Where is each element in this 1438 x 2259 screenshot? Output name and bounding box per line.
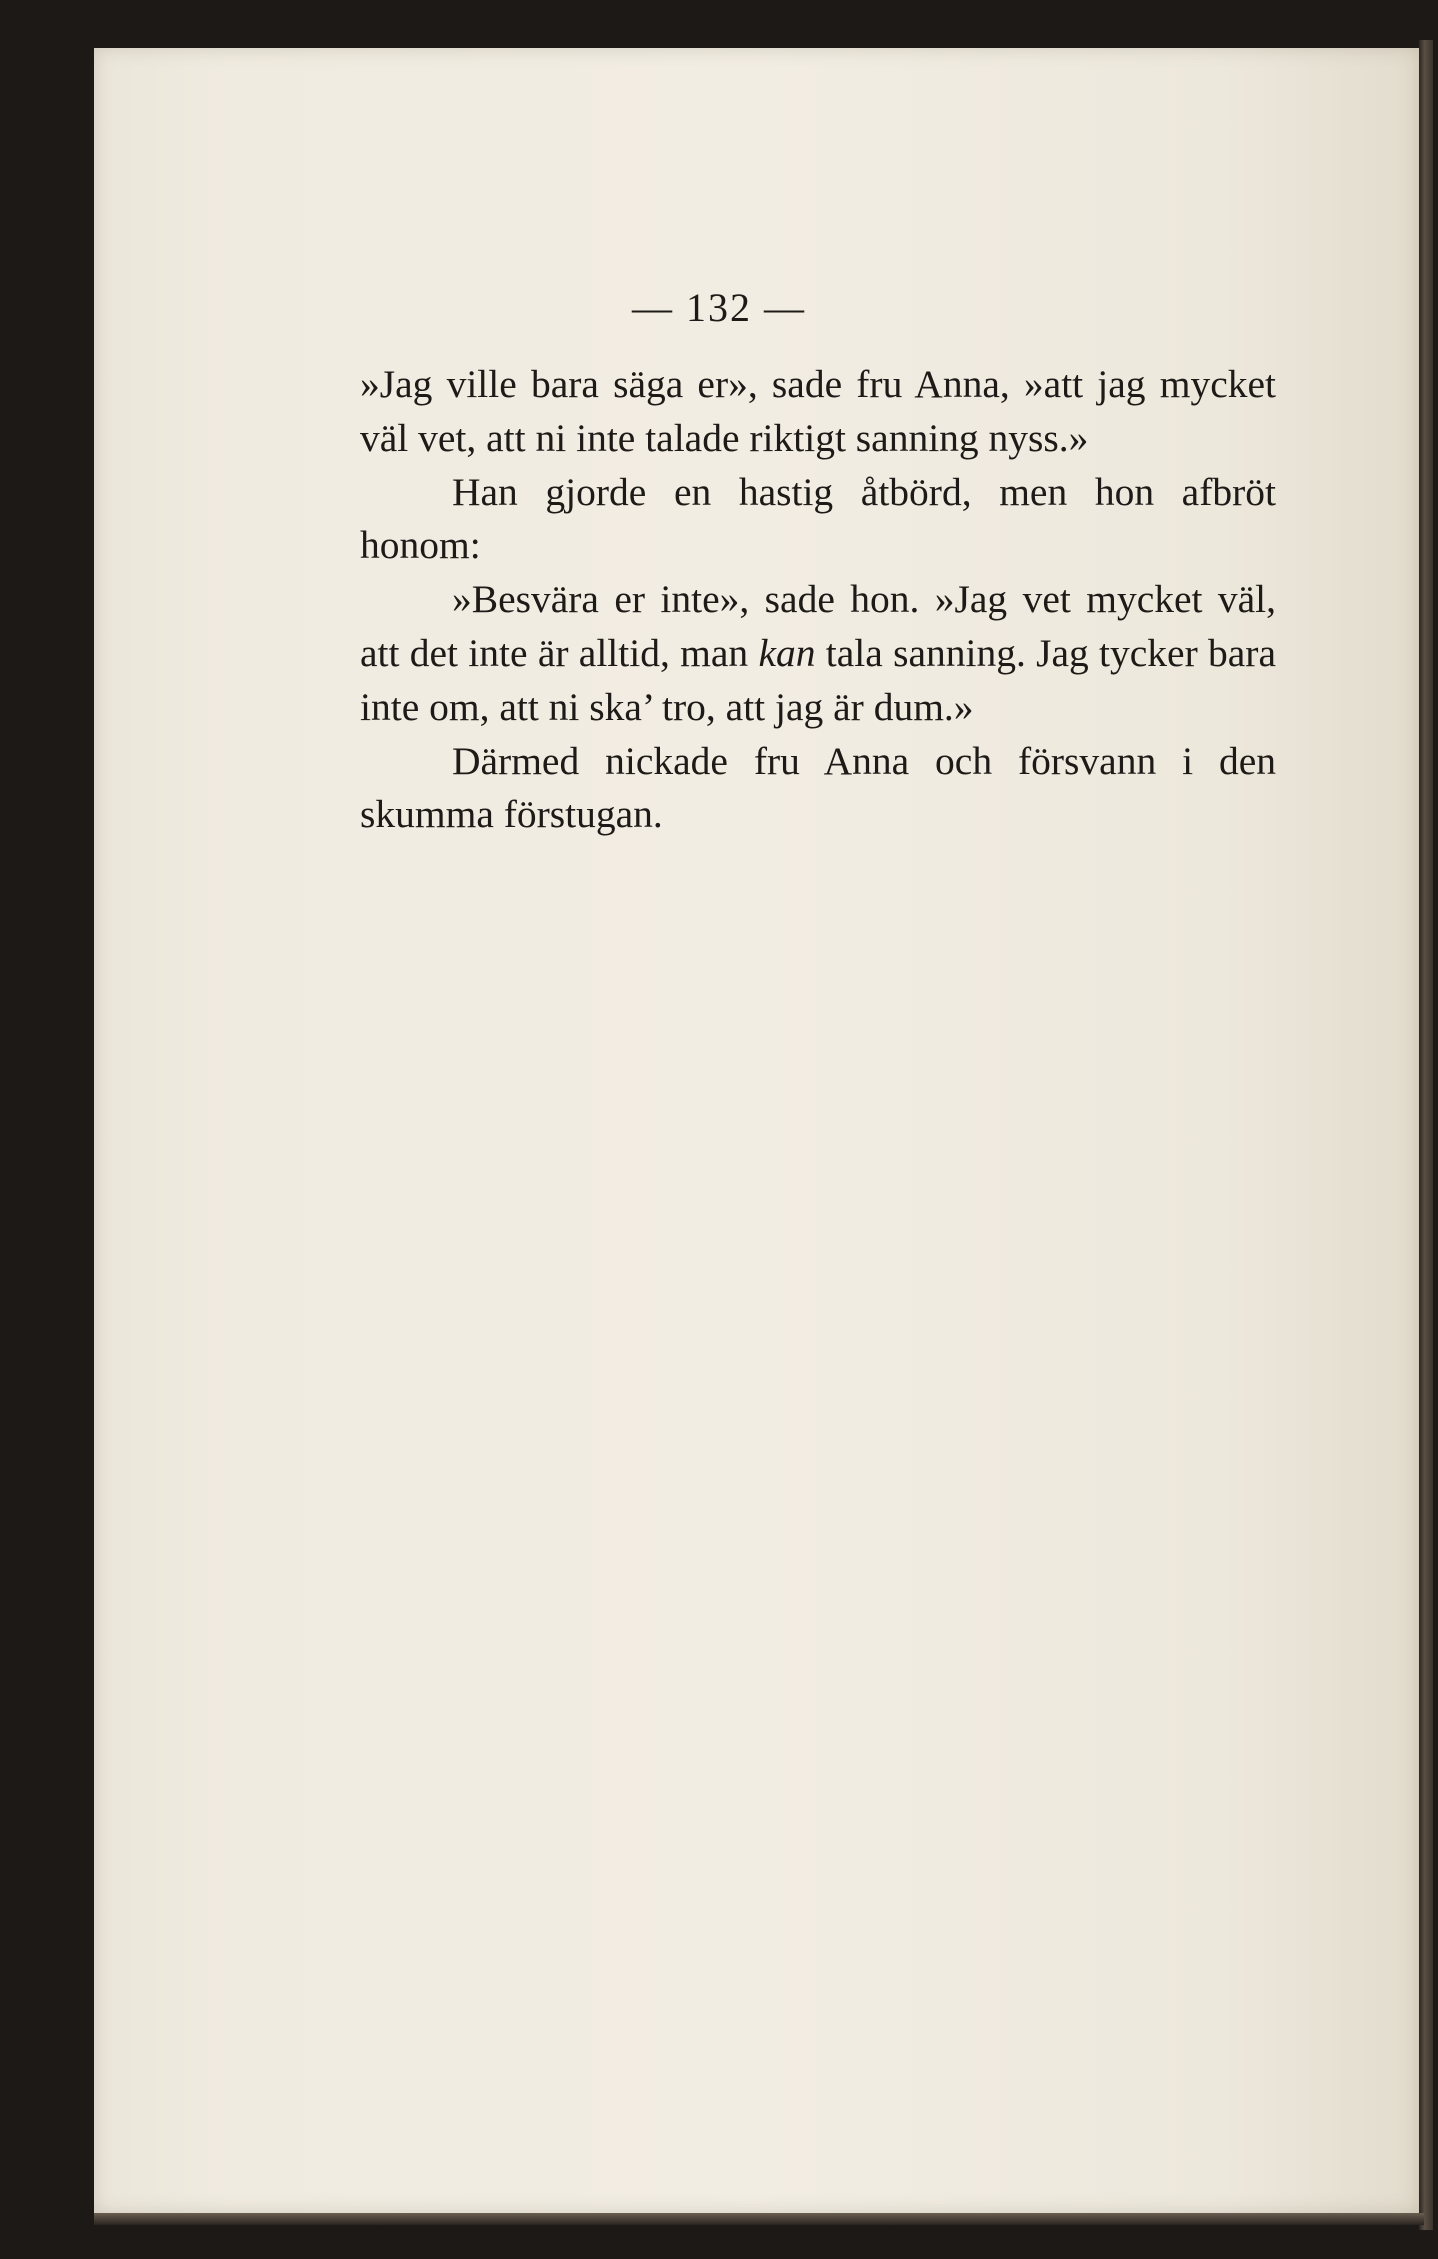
paragraph-3 [360, 573, 1276, 734]
page-edge-right [1419, 40, 1433, 2230]
paragraph-3-text-b: tala sanning. Jag tycker bara inte om, att ni ska’ tro, att jag är dum.» [360, 630, 1276, 729]
paragraph-3-text-a: »Besvära er inte», sade hon. »Jag vet mycket väl, att det inte är alltid, man [360, 577, 1276, 675]
paragraph-1-text: »Jag ville bara säga er», sade fru Anna, »att jag mycket väl vet, att ni inte talade riktigt sanning nyss.» [360, 362, 1276, 460]
paragraph-2-text: Han gjorde en hastig åtbörd, men hon afbröt honom: [360, 469, 1276, 568]
paragraph-1 [360, 358, 1276, 466]
page-edge-bottom [94, 2213, 1424, 2225]
paragraph-4-text: Därmed nickade fru Anna och försvann i den skumma förstugan. [360, 738, 1276, 837]
paragraph-2 [360, 466, 1276, 574]
paragraph-4 [360, 735, 1276, 843]
body-text [360, 358, 1276, 842]
page-number: — 132 — [632, 285, 806, 330]
paragraph-3-emphasis: kan [758, 630, 816, 675]
